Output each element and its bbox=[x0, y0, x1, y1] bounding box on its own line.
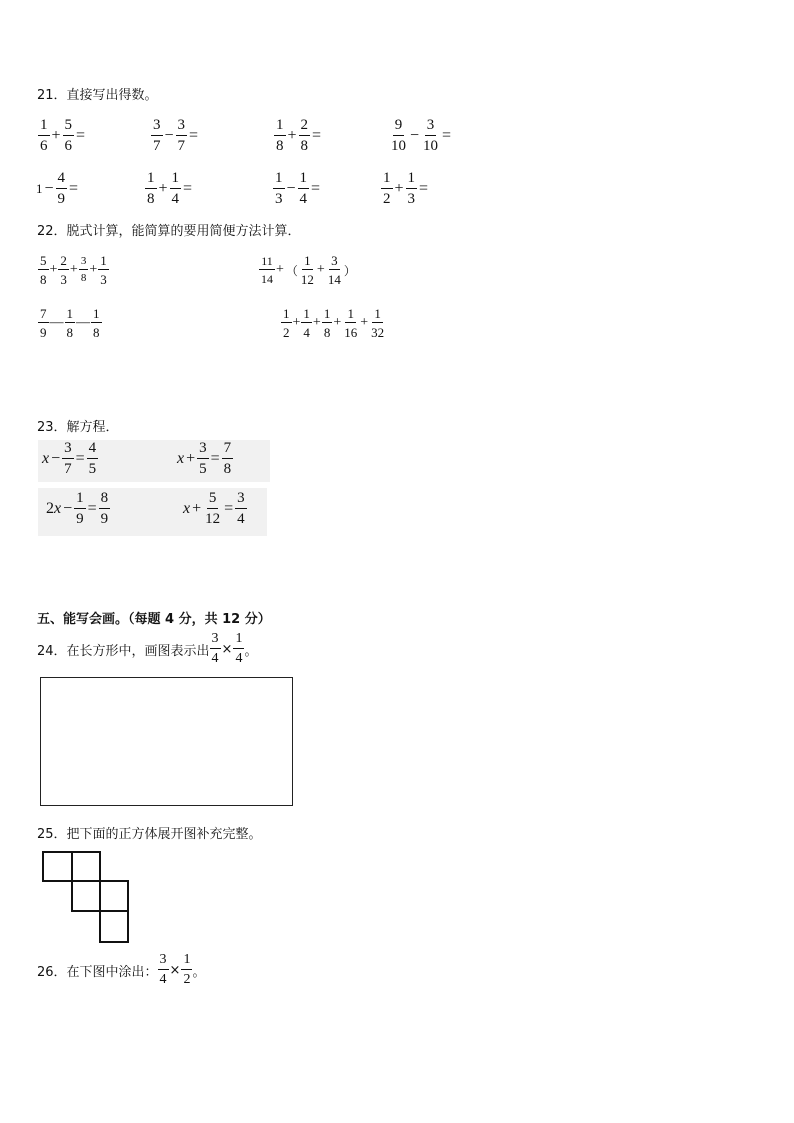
drawing-rectangle[interactable] bbox=[40, 677, 293, 806]
net-square bbox=[43, 852, 72, 881]
fraction: $\frac{1}{8}$ bbox=[147, 170, 155, 207]
q26-prompt: 26．在下图中涂出： $\frac{3}{4}$ × $\frac{1}{2}$ 。 bbox=[37, 952, 206, 987]
q22-expr-1: $\frac{5}{8}$ + $\frac{2}{3}$ + $\frac{3}{8}$ + $\frac{1}{3}$ bbox=[40, 253, 107, 287]
fraction: $\frac{3}{7}$ bbox=[177, 117, 186, 154]
fraction: $\frac{3}{7}$ bbox=[153, 117, 161, 154]
net-square bbox=[100, 911, 128, 942]
fraction: $\frac{2}{8}$ bbox=[300, 117, 309, 154]
q22-expr-2: $\frac{11}{14}$ + （ $\frac{1}{12}$ + $\frac{3}{14}$ ） bbox=[261, 253, 356, 287]
q21-r1-e2: $\frac{3}{7}$ − $\frac{3}{7}$ = bbox=[153, 117, 199, 154]
fraction: $\frac{1}{4}$ bbox=[171, 170, 180, 207]
q21-r1-e3: $\frac{1}{8}$ + $\frac{2}{8}$ = bbox=[276, 117, 322, 154]
fraction: $\frac{1}{8}$ bbox=[276, 117, 284, 154]
q21-r2-e3: $\frac{1}{3}$ − $\frac{1}{4}$ = bbox=[275, 170, 321, 207]
net-square bbox=[72, 852, 100, 881]
q21-r1-e1: $\frac{1}{6}$ + $\frac{5}{6}$ = bbox=[40, 117, 86, 154]
q22-expr-3: $\frac{7}{9}$ — $\frac{1}{8}$ — $\frac{1}{8}$ bbox=[40, 306, 100, 340]
q21-r2-e2: $\frac{1}{8}$ + $\frac{1}{4}$ = bbox=[147, 170, 193, 207]
fraction: $\frac{1}{6}$ bbox=[40, 117, 48, 154]
q25-title: 25．把下面的正方体展开图补充完整。 bbox=[37, 827, 262, 842]
fraction: $\frac{1}{2}$ bbox=[383, 170, 391, 207]
q21-r1-e4: $\frac{9}{10}$ − $\frac{3}{10}$ = bbox=[391, 117, 452, 154]
q21-title: 21．直接写出得数。 bbox=[37, 88, 158, 103]
net-square bbox=[100, 881, 128, 911]
cube-net-diagram bbox=[40, 848, 132, 946]
fraction: $\frac{1}{4}$ bbox=[299, 170, 308, 207]
q22-title: 22．脱式计算，能简算的要用简便方法计算． bbox=[37, 224, 301, 239]
fraction: $\frac{4}{9}$ bbox=[57, 170, 66, 207]
q21-r2-e4: $\frac{1}{2}$ + $\frac{1}{3}$ = bbox=[383, 170, 429, 207]
q23-eq-1: x − $\frac{3}{7}$ = $\frac{4}{5}$ bbox=[42, 440, 97, 477]
net-square bbox=[72, 881, 100, 911]
fraction: $\frac{9}{10}$ bbox=[391, 117, 406, 154]
fraction: $\frac{1}{3}$ bbox=[407, 170, 416, 207]
q23-eq-4: x + $\frac{5}{12}$ = $\frac{3}{4}$ bbox=[183, 490, 245, 527]
fraction: $\frac{5}{6}$ bbox=[64, 117, 73, 154]
q23-eq-2: x + $\frac{3}{5}$ = $\frac{7}{8}$ bbox=[177, 440, 232, 477]
q23-eq-3: 2 x − $\frac{1}{9}$ = $\frac{8}{9}$ bbox=[46, 490, 109, 527]
q24-prompt: 24．在长方形中，画图表示出 $\frac{3}{4}$ × $\frac{1}{4}$ 。 bbox=[37, 631, 258, 666]
q22-expr-4: $\frac{1}{2}$ + $\frac{1}{4}$ + $\frac{1}{8}$ + $\frac{1}{16}$ + $\frac{1}{32}$ bbox=[283, 306, 385, 340]
fraction: $\frac{1}{3}$ bbox=[275, 170, 283, 207]
section-5-heading: 五、能写会画。（每题 4 分，共 12 分） bbox=[37, 612, 271, 627]
fraction: $\frac{3}{10}$ bbox=[423, 117, 439, 154]
q21-r2-e1: 1 − $\frac{4}{9}$ = bbox=[36, 170, 79, 207]
q23-title: 23．解方程． bbox=[37, 420, 119, 435]
